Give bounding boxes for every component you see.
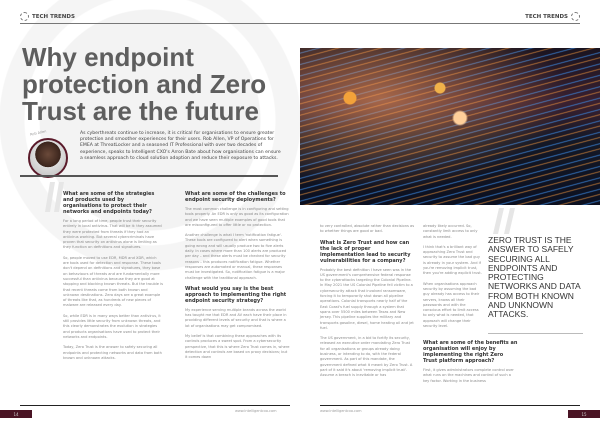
paragraph: My belief is that combining these approaches with its controls produces a sweet spot. From a cybersecurity perspective, that this is where Zero Trust comes in, where detection and controls are based on proxy decisions; but it comes down [185,334,290,360]
avatar [28,138,68,178]
right-page [300,0,600,424]
pull-quote: ZERO TRUST IS THE ANSWER TO SAFELY SECURING ALL ENDPOINTS AND PROTECTING NETWORKS AND DATA FROM BOTH KNOWN AND UNKNOWN ATTACKS. [488,235,581,320]
paragraph: The most common challenge is in configuring and setting tools properly. An EDR is only as good as its configuration and we have seen multiple examples of good tools that are misconfigured to offer little or no protection. [185,207,289,227]
paragraph: For a long period of time, people trust their security entirely in local antivirus. That will be it: they assumed they were protected from threats if they had an antivirus working. But several cybercriminals have proven that security on antivirus alone is limiting as they function on definitions and signatures. [63,219,162,250]
question-heading: What are some of the challenges to endpoint security deployments? [185,191,286,203]
question-heading: What are some of the strategies and products used by organisations to protect their networks and endpoints today? [63,191,155,215]
gear-logo-icon [571,12,580,21]
paragraph: already likely occurred. So, constantly limit access to only what is needed. [423,224,478,239]
quote-mark-icon [44,182,64,212]
paragraph: My experience serving multiple brands across the world has taught me that EDR and AV each have their place in providing different levels of security and that is where a lot of organisations may get compromised. [185,307,287,328]
intro-text: As cyberthreats continue to increase, it is critical for organisations to ensure greater protection and smoother experiences for their users. Rob Allen, VP of Operations for EMEA at ThreatLocker and a seasoned IT Professional with over two decades of experience, speaks to Intelligent CXO's Arron Bate about how organisations can ensure a seamless approach to cloud solution adoption and reduce their exposure to attacks. [80,131,281,161]
page-number: 15 [568,410,600,418]
paragraph: First, it gives administrators complete control over what runs on the machines and control of such a key factor. Working in the business [423,368,514,383]
footer-rule [20,405,290,406]
paragraph: I think that's a brilliant way of approaching Zero Trust and security to assume the bad guy is already in your system. And if you're removing implicit trust, then you're adding explicit trust. [423,244,482,276]
paragraph: Today, Zero Trust is the answer to safely securing all endpoints and protecting networks and data from both known and unknown attacks. [63,345,162,360]
column-4 [423,224,483,334]
paragraph: Probably the best definition I have seen was in the US government's comprehensive federal response to the cyberattacks targeting the Colonial Pipeline. In May 2021 the US Colonial Pipeline fell victim to a cybersecurity attack that involved ransomware, forcing it to temporarily shut down all pipeline operations. Colonial transports nearly half of the East Coast's fuel supply through a system that spans over 5500 miles between Texas and New Jersey. This pipeline supplies the military and transports gasoline, diesel, home heating oil and jet fuel. [320,267,414,330]
header-rule [20,23,300,24]
section-label: TECH TRENDS [32,13,75,20]
quote-mark-icon [492,208,516,234]
avatar-name: Rob Allen [29,129,47,137]
section-header [525,12,580,21]
paragraph: When organisations approach security by assuming the bad guy already has access to their servers, knows all their passwords and with the conscious effort to limit access to only what is needed, that approach will change their security level. [423,281,480,329]
question-heading: What would you say is the best approach to implementing the right endpoint security strategy? [185,285,287,304]
header-rule [300,23,580,24]
section-header [20,12,75,21]
column-2 [185,191,290,366]
footer-url[interactable]: www.intelligentcxo.com [320,409,362,413]
paragraph: to very controlled, absolute rather than decisions as to whether things are good or bad. [320,224,415,234]
question-heading: What are some of the benefits an organisation will enjoy by implementing the right Zero Trust platform approach? [423,340,518,364]
column-3 [320,224,415,384]
section-label: TECH TRENDS [525,13,568,20]
paragraph: Another challenge is what I term 'notification fatigue'. These tools are configured to alert when something is going wrong and will usually produce two to five alerts daily. In cases where more than 100 alerts are produced per day – and these alerts must be checked for security reasons – this produces notification fatigue. Whether responses are automated or manual, these responses must be investigated. So, notification fatigue is a major challenge with the traditional approach. [185,233,287,280]
paragraph: The US government, in a bid to fortify its security, released an executive order mandating Zero Trust for all organisations or groups already doing business, or intending to do, with the federal government. As part of this mandate, the government defined what it meant by Zero Trust. A part of it said it's about 'removing implicit trust'. Assume a breach is inevitable or has [320,336,413,378]
footer-rule [320,405,580,406]
paragraph: So, people moved to use EDR, MDR and XDR, which are tools used for detection and response. These tools don't depend on definitions and signatures, they base on behaviours of threats and are fundamentally more successful than antivirus because they are good at stopping and blocking known threats. But the trouble is that recent threats come from both known and unknown destinations. Zero days are a great example of threats like that, as hundreds of new pieces of malware are released every day. [63,255,163,308]
article-title: Why endpoint protection and Zero Trust are the future [22,42,267,126]
question-heading: What is Zero Trust and how can the lack of proper implementation lead to security vulnerabilities for a company? [320,239,411,264]
column-1 [63,191,163,366]
pull-quote-rule [488,333,583,334]
fiber-optic-light-image [300,48,600,205]
column-4-continued [423,340,518,389]
paragraph: So, while EDR is in many ways better than antivirus, it still provides little security from unknown threats, and this clearly demonstrates the evolution in strategies and products organisations have used to protect their networks and endpoints. [63,313,161,339]
intro-rule [20,175,278,177]
gear-logo-icon [20,12,29,21]
page-number: 14 [0,410,32,418]
footer-url[interactable]: www.intelligentcxo.com [235,409,277,413]
